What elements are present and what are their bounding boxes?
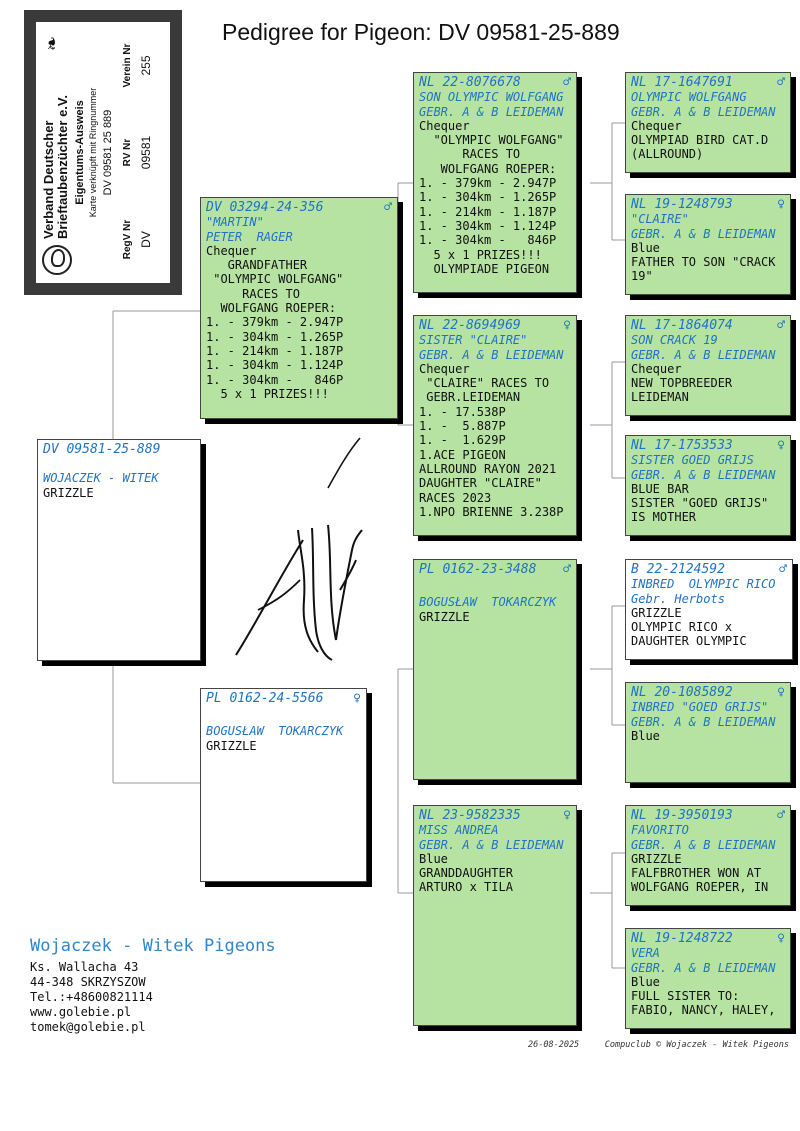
info-line: FABIO, NANCY, HALEY, [631,1003,776,1018]
breeder-name: Wojaczek - Witek Pigeons [30,936,276,956]
pigeon-card-sss [625,72,791,173]
pigeon-name: "MARTIN" [206,215,264,230]
pigeon-card-dss [625,559,793,660]
info-line: GRANDDAUGHTER [419,866,513,881]
female-symbol-icon: ♀ [777,685,785,700]
dove-icon: ❧ [42,35,62,51]
header-rv: RV Nr [122,138,133,167]
info-line: DAUGHTER "CLAIRE" [419,476,542,491]
info-line: (ALLROUND) [631,147,704,162]
male-symbol-icon: ♂ [384,200,392,215]
info-line: ARTURO x TILA [419,880,513,895]
info-line: GRIZZLE [631,851,682,866]
color-line: GRIZZLE [419,609,470,624]
owner-name: BOGUSŁAW TOKARCZYK [206,724,344,739]
info-line: WOLFGANG ROEPER, IN [631,880,769,895]
female-symbol-icon: ♀ [563,808,571,823]
info-line: 5 x 1 PRIZES!!! [206,386,329,401]
info-line: Blue [419,851,448,866]
pigeon-card-sds [625,315,791,416]
info-line: 5 x 1 PRIZES!!! [419,247,542,262]
pigeon-card-dam [200,688,367,882]
male-symbol-icon: ♂ [777,318,785,333]
pigeon-card-subject [37,439,201,661]
female-symbol-icon: ♀ [777,438,785,453]
value-verein: 255 [139,55,153,76]
pigeon-card-sire-dam [413,315,577,536]
info-line: GRIZZLE [631,605,682,620]
breeder-email: tomek@golebie.pl [30,1020,146,1034]
info-line: Chequer [631,361,682,376]
ring-number: NL 22-8076678 [419,75,521,90]
color-line: GRIZZLE [206,738,257,753]
pigeon-name: FAVORITO [631,823,689,838]
info-line: 1.ACE PIGEON [419,447,506,462]
female-symbol-icon: ♀ [563,318,571,333]
pigeon-card-dam-dam [413,805,577,1026]
info-line: "OLYMPIC WOLFGANG" [206,272,344,287]
info-line: DAUGHTER OLYMPIC [631,634,747,649]
ring-number: PL 0162-23-3488 [419,562,537,577]
breeder-phone: Tel.:+48600821114 [30,990,153,1004]
info-line: 1. - 304km - 1.265P [419,190,557,205]
female-symbol-icon: ♀ [353,691,361,706]
ring-number: NL 20-1085892 [631,685,733,700]
info-line: LEIDEMAN [631,390,689,405]
info-line: "CLAIRE" RACES TO [419,376,550,391]
ring-number: DV 03294-24-356 [206,200,324,215]
info-line: Chequer [419,118,470,133]
pigeon-name: OLYMPIC WOLFGANG [631,90,747,105]
pigeon-card-ddd [625,928,791,1029]
owner-name: GEBR. A & B LEIDEMAN [631,714,776,729]
footer [528,1040,789,1050]
owner-name: GEBR. A & B LEIDEMAN [419,837,564,852]
header-regv: RegV Nr [122,219,133,260]
card-subtitle: Karte verknüpft mit Ringnummer [88,87,98,218]
info-line: 1. - 304km - 1.124P [419,218,557,233]
male-symbol-icon: ♂ [563,75,571,90]
info-line: Chequer [419,361,470,376]
ring-number: NL 23-9582335 [419,808,521,823]
info-line: FULL SISTER TO: [631,989,740,1004]
info-line: OLYMPIC RICO x [631,620,733,635]
pigeon-name: "CLAIRE" [631,212,689,227]
breeder-website: www.golebie.pl [30,1005,132,1019]
value-regv: DV [139,231,153,248]
owner-name: BOGUSŁAW TOKARCZYK [419,595,557,610]
page-title: Pedigree for Pigeon: DV 09581-25-889 [222,19,620,45]
info-line: 1. - 304km - 1.265P [206,329,344,344]
pigeon-card-dam-sire [413,559,577,780]
breeder-postal: 44-348 SKRZYSZOW [30,975,146,989]
pigeon-name: VERA [631,946,660,961]
info-line: OLYMPIADE PIGEON [419,261,550,276]
info-line: 1. - 17.538P [419,404,506,419]
info-line: 1.NPO BRIENNE 3.238P [419,504,564,519]
breeder-info [30,936,276,1035]
pigeon-card-sdd [625,435,791,536]
female-symbol-icon: ♀ [777,197,785,212]
ring-number: NL 17-1647691 [631,75,733,90]
pigeon-name: SISTER GOED GRIJS [631,453,754,468]
info-line: FALFBROTHER WON AT [631,866,762,881]
info-line: FATHER TO SON "CRACK [631,255,776,270]
ring-number: PL 0162-24-5566 [206,691,324,706]
info-line: 1. - 214km - 1.187P [206,343,344,358]
ring-number: NL 19-3950193 [631,808,733,823]
info-line: 1. - 214km - 1.187P [419,204,557,219]
info-line: Blue [631,240,660,255]
header-verein: Verein Nr [122,43,133,88]
info-line: 1. - 379km - 2.947P [419,176,557,191]
info-line: 1. - 304km - 1.124P [206,358,344,373]
info-line: 1. - 304km - 846P [206,372,344,387]
copyright-credit: Compuclub © Wojaczek - Witek Pigeons [604,1040,790,1050]
owner-name: GEBR. A & B LEIDEMAN [631,960,776,975]
ring-number: NL 17-1864074 [631,318,733,333]
info-line: Blue [631,974,660,989]
owner-name: WOJACZEK - WITEK [43,471,159,486]
info-line: GEBR.LEIDEMAN [419,390,521,405]
info-line: 1. - 1.629P [419,433,506,448]
male-symbol-icon: ♂ [779,562,787,577]
male-symbol-icon: ♂ [777,75,785,90]
info-line: 19" [631,269,653,284]
info-line: IS MOTHER [631,510,697,525]
print-date: 26-08-2025 [528,1040,580,1050]
info-line: "OLYMPIC WOLFGANG" [419,133,564,148]
info-line: 1. - 379km - 2.947P [206,315,344,330]
info-line: GRANDFATHER [206,258,308,273]
info-line: SISTER "GOED GRIJS" [631,496,769,511]
info-line: WOLFGANG ROEPER: [206,301,337,316]
pigeon-name: SON CRACK 19 [631,333,718,348]
owner-name: GEBR. A & B LEIDEMAN [631,104,776,119]
info-line: RACES 2023 [419,490,492,505]
owner-name: GEBR. A & B LEIDEMAN [419,347,564,362]
ring-number: NL 19-1248722 [631,931,733,946]
value-rv: 09581 [139,135,153,170]
info-line: NEW TOPBREEDER [631,376,733,391]
ring-number: DV 09581 25 889 [102,109,114,196]
ring-number: NL 19-1248793 [631,197,733,212]
pigeon-card-sire [200,197,398,419]
owner-name: PETER RAGER [206,229,293,244]
pigeon-name: SISTER "CLAIRE" [419,333,528,348]
card-title: Eigentums-Ausweis [74,100,86,205]
info-line: Chequer [206,243,257,258]
pigeon-card-sire-sire [413,72,577,293]
pigeon-name: MISS ANDREA [419,823,499,838]
ring-number: NL 22-8694969 [419,318,521,333]
info-line: OLYMPIAD BIRD CAT.D [631,133,769,148]
ring-number: B 22-2124592 [631,562,725,577]
ring-number: NL 17-1753533 [631,438,733,453]
info-line: Blue [631,728,660,743]
owner-name: GEBR. A & B LEIDEMAN [631,347,776,362]
owner-name: GEBR. A & B LEIDEMAN [631,467,776,482]
info-line: RACES TO [419,147,521,162]
color-line: GRIZZLE [43,485,94,500]
pigeon-name: INBRED OLYMPIC RICO [631,577,776,592]
owner-name: GEBR. A & B LEIDEMAN [631,837,776,852]
pigeon-name: INBRED "GOED GRIJS" [631,700,769,715]
pigeon-name: SON OLYMPIC WOLFGANG [419,90,564,105]
ring-number: DV 09581-25-889 [43,442,161,457]
male-symbol-icon: ♂ [777,808,785,823]
info-line: 1. - 304km - 846P [419,233,557,248]
info-line: WOLFGANG ROEPER: [419,161,557,176]
pigeon-card-ssd [625,194,791,295]
association-name: Verband Deutscher Brieftaubenzüchter e.V. [41,94,70,239]
owner-name: GEBR. A & B LEIDEMAN [419,104,564,119]
pigeon-card-dds [625,805,791,906]
info-line: BLUE BAR [631,481,689,496]
info-line: Chequer [631,118,682,133]
info-line: 1. - 5.887P [419,419,506,434]
handwritten-signature [228,430,368,670]
breeder-address: Ks. Wallacha 43 [30,960,139,974]
owner-name: Gebr. Herbots [631,591,725,606]
female-symbol-icon: ♀ [777,931,785,946]
info-line: ALLROUND RAYON 2021 [419,461,557,476]
info-line: RACES TO [206,286,300,301]
pigeon-card-dsd [625,682,791,783]
male-symbol-icon: ♂ [563,562,571,577]
owner-name: GEBR. A & B LEIDEMAN [631,226,776,241]
